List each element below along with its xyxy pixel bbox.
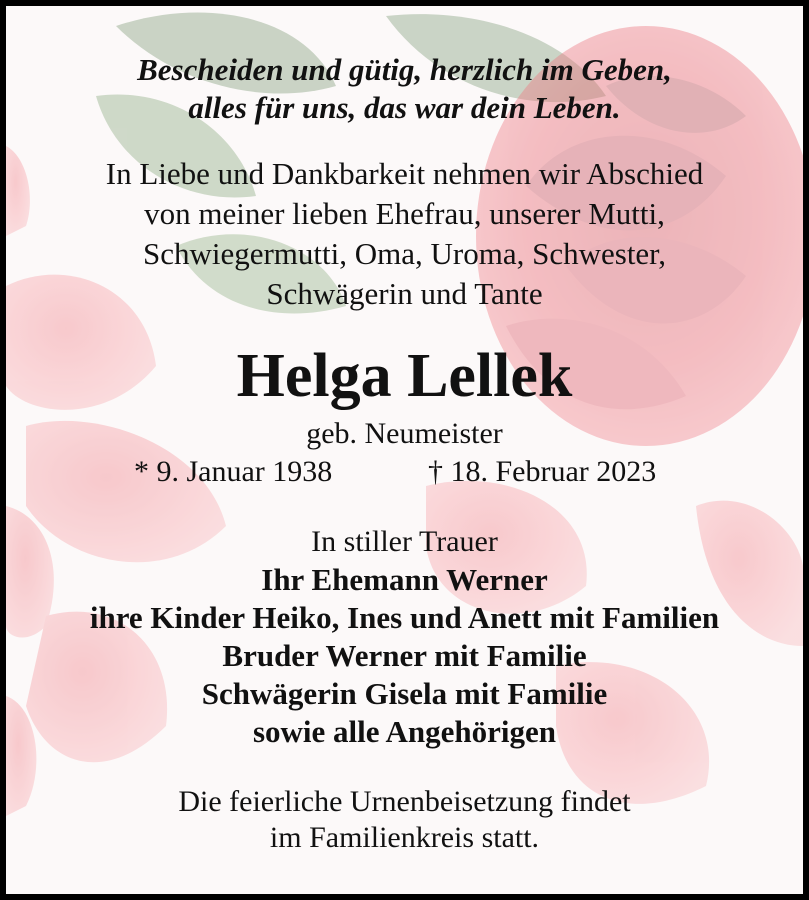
notice-text bbox=[6, 6, 803, 894]
motto-line-1: Bescheiden und gütig, herzlich im Geben, bbox=[137, 52, 672, 87]
death-date: † 18. Februar 2023 bbox=[428, 455, 657, 488]
closing-line-1: Die feierliche Urnenbeisetzung findet bbox=[178, 785, 631, 818]
maiden-name: geb. Neumeister bbox=[306, 417, 503, 450]
mourning-heading: In stiller Trauer bbox=[311, 525, 498, 558]
intro-line-4: Schwägerin und Tante bbox=[266, 276, 543, 311]
birth-date: * 9. Januar 1938 bbox=[134, 455, 333, 488]
intro-line-1: In Liebe und Dankbarkeit nehmen wir Abschied bbox=[105, 156, 704, 191]
mourner-line: sowie alle Angehörigen bbox=[252, 714, 557, 749]
intro-line-2: von meiner lieben Ehefrau, unserer Mutti, bbox=[144, 196, 665, 231]
closing-line-2: im Familienkreis statt. bbox=[269, 821, 540, 854]
mourner-line: Ihr Ehemann Werner bbox=[261, 562, 548, 597]
motto-line-2: alles für uns, das war dein Leben. bbox=[188, 90, 621, 125]
mourner-line: ihre Kinder Heiko, Ines und Anett mit Familien bbox=[89, 600, 720, 635]
mourner-line: Bruder Werner mit Familie bbox=[222, 638, 587, 673]
intro-line-3: Schwiegermutti, Oma, Uroma, Schwester, bbox=[142, 236, 667, 271]
mourner-line: Schwägerin Gisela mit Familie bbox=[201, 676, 608, 711]
deceased-name: Helga Lellek bbox=[236, 342, 573, 410]
